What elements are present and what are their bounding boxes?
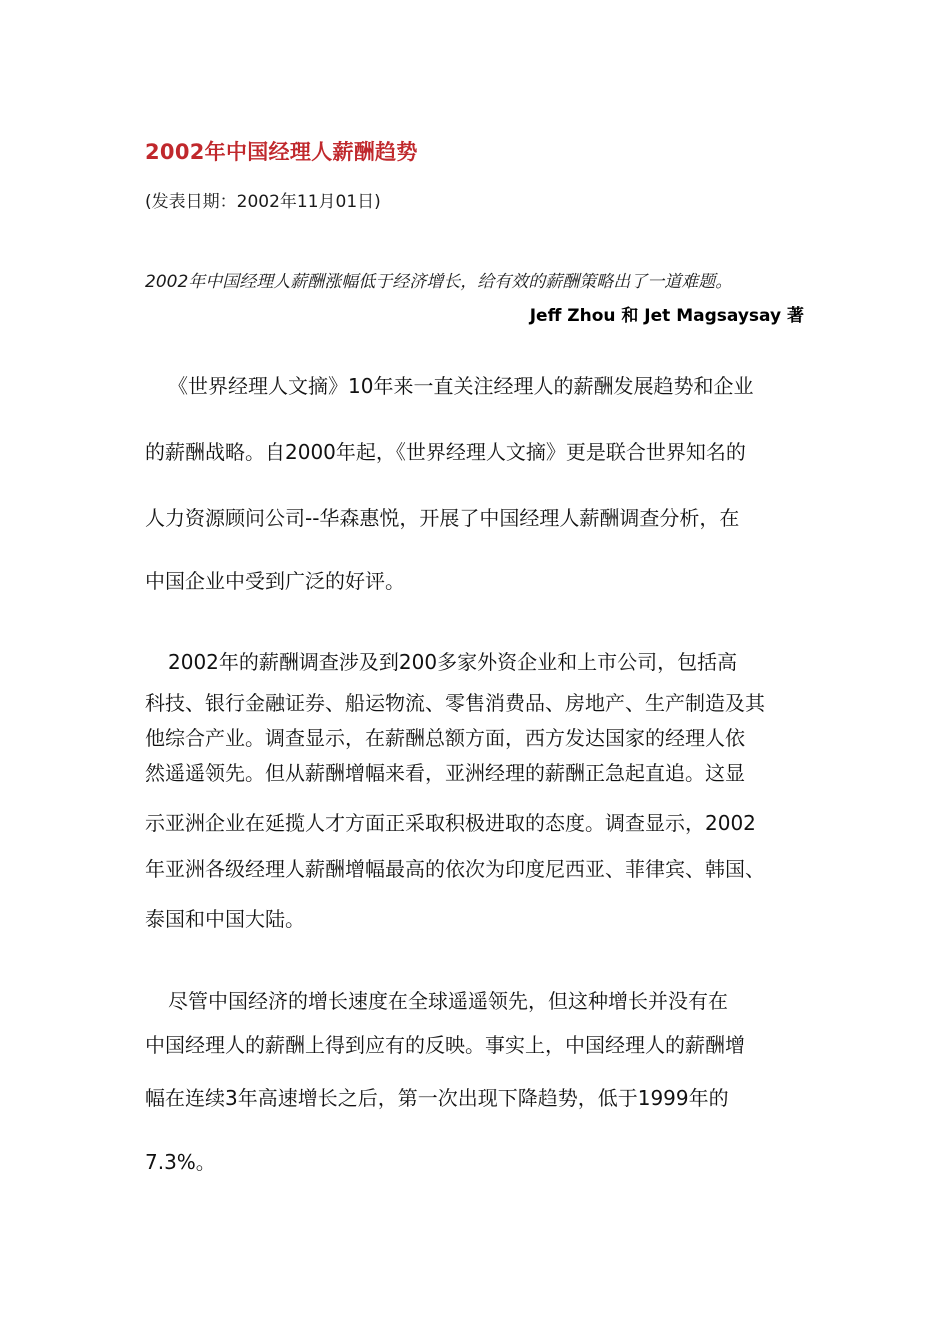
body-line: 示亚洲企业在延揽人才方面正采取积极进取的态度。调查显示，2002 [145,811,756,835]
article-lede: 2002年中国经理人薪酬涨幅低于经济增长，给有效的薪酬策略出了一道难题。 [145,272,733,292]
body-line: 中国经理人的薪酬上得到应有的反映。事实上，中国经理人的薪酬增 [145,1033,745,1057]
body-line: 的薪酬战略。自2000年起，《世界经理人文摘》更是联合世界知名的 [145,440,746,464]
body-line: 科技、银行金融证券、船运物流、零售消费品、房地产、生产制造及其 [145,691,765,715]
body-line: 然遥遥领先。但从薪酬增幅来看，亚洲经理的薪酬正急起直追。这显 [145,761,745,785]
body-line: 人力资源顾问公司--华森惠悦，开展了中国经理人薪酬调查分析，在 [145,506,740,530]
body-line: 中国企业中受到广泛的好评。 [145,569,405,593]
body-line: 7.3%。 [145,1150,216,1174]
body-line: 年亚洲各级经理人薪酬增幅最高的依次为印度尼西亚、菲律宾、韩国、 [145,857,765,881]
article-title: 2002年中国经理人薪酬趋势 [145,140,418,164]
publish-date: (发表日期：2002年11月01日) [145,192,381,212]
body-line: 他综合产业。调查显示，在薪酬总额方面，西方发达国家的经理人依 [145,726,745,750]
body-line: 尽管中国经济的增长速度在全球遥遥领先，但这种增长并没有在 [168,989,728,1013]
body-line: 《世界经理人文摘》10年来一直关注经理人的薪酬发展趋势和企业 [168,374,754,398]
body-line: 2002年的薪酬调查涉及到200多家外资企业和上市公司，包括高 [168,650,738,674]
body-line: 泰国和中国大陆。 [145,907,305,931]
body-line: 幅在连续3年高速增长之后，第一次出现下降趋势，低于1999年的 [145,1086,729,1110]
article-byline: Jeff Zhou 和 Jet Magsaysay 著 [529,306,804,326]
